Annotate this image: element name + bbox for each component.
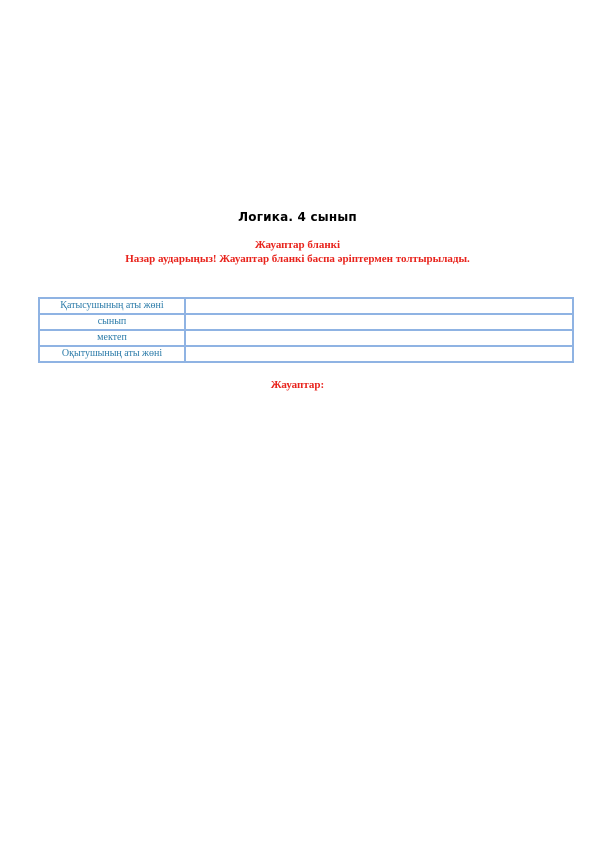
class-label: сынып [39, 314, 185, 330]
participant-name-label: Қатысушының аты жөні [39, 298, 185, 314]
answers-heading: Жауаптар: [270, 379, 325, 391]
table-row [39, 346, 573, 362]
notice-text: Назар аударыңыз! Жауаптар бланкі баспа әріптермен толтырылады. [125, 253, 470, 265]
teacher-name-label: Оқытушының аты жөні [39, 346, 185, 362]
table-row [39, 330, 573, 346]
table-row [39, 298, 573, 314]
participant-info-table [38, 297, 574, 363]
school-field[interactable] [185, 330, 573, 346]
document-title: Логика. 4 сынып [238, 210, 357, 224]
teacher-name-field[interactable] [185, 346, 573, 362]
table-row [39, 314, 573, 330]
participant-name-field[interactable] [185, 298, 573, 314]
answer-sheet-heading: Жауаптар бланкі [254, 239, 341, 251]
school-label: мектеп [39, 330, 185, 346]
class-field[interactable] [185, 314, 573, 330]
